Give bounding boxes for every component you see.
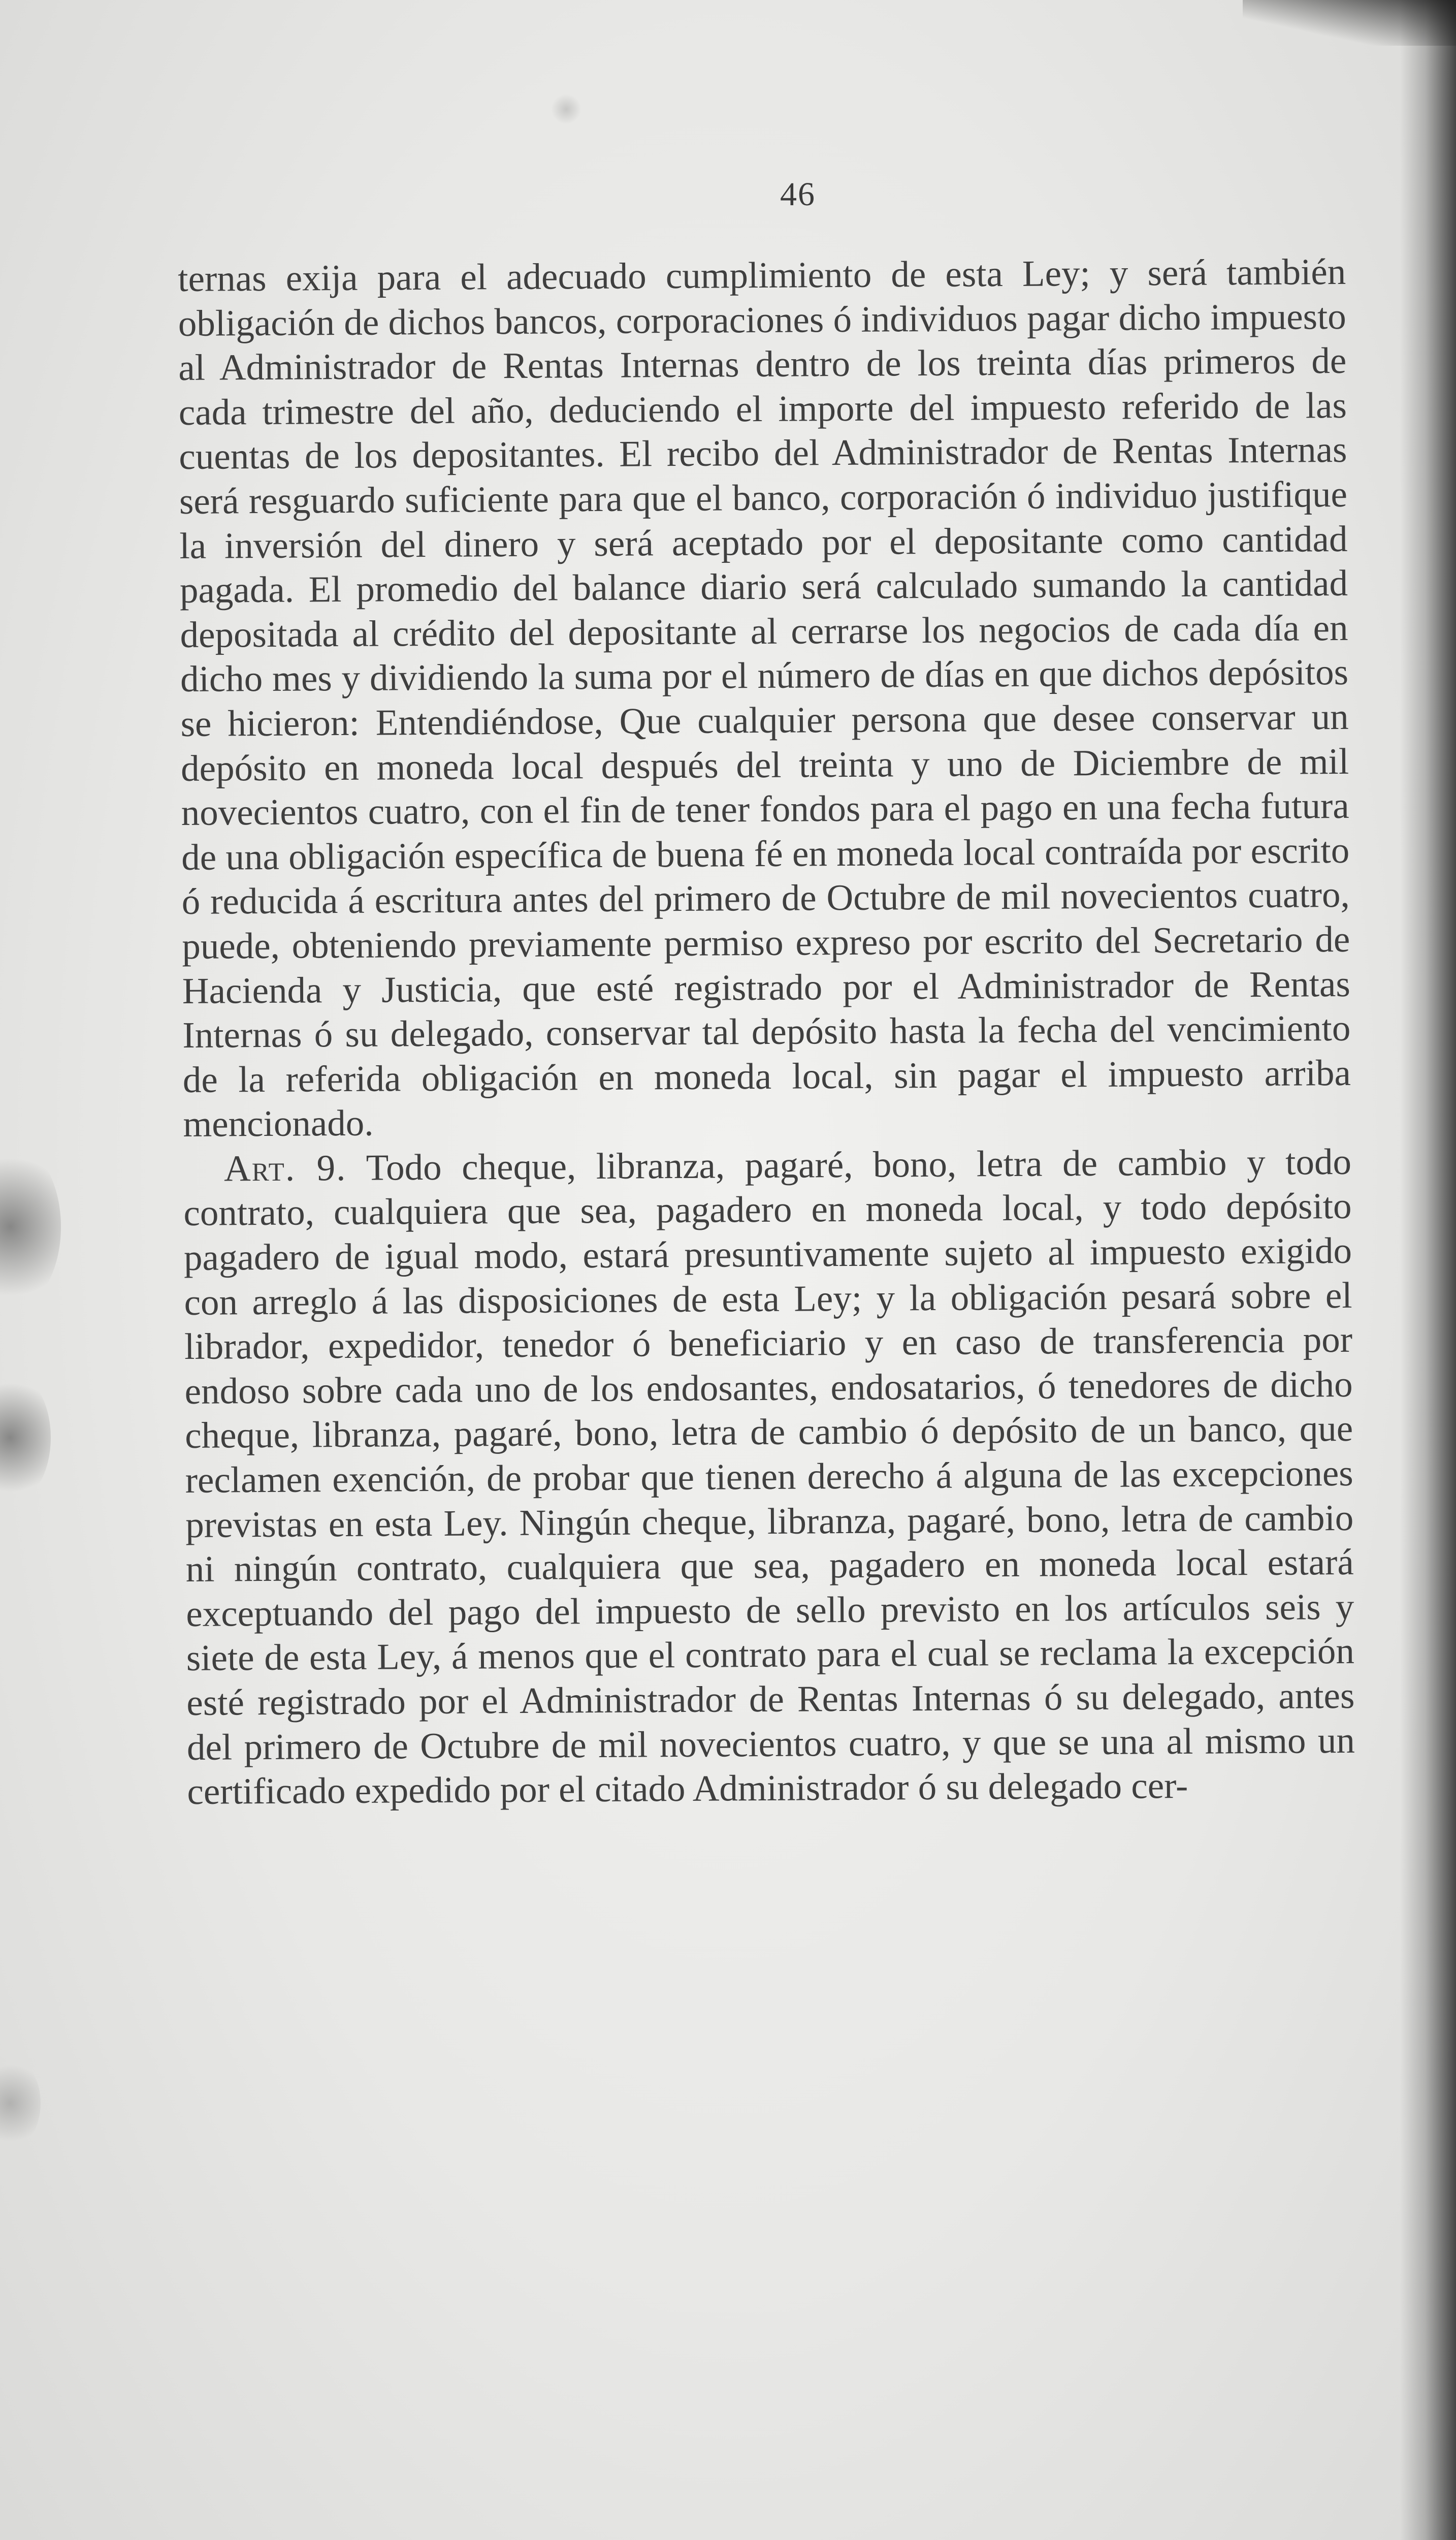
binding-edge-shadow xyxy=(1400,0,1456,2540)
paragraph-article-9 xyxy=(183,1139,1355,1814)
article-text: Todo cheque, libranza, pagaré, bono, letra de cambio y todo contrato, cualquiera que sea, pagadero en moneda local, y todo depósito pagadero de igual modo, estará presuntivamente sujeto al impuesto exigido con arreglo á las disposiciones de esta Ley; y la obligación pesará sobre el librador, expedidor, tenedor ó beneficiario y en caso de transferencia por endoso sobre cada uno de los endosantes, endosatarios, ó tenedores de dicho cheque, libranza, pagaré, bono, letra de cambio ó depósito de un banco, que reclamen exención, de probar que tienen derecho á alguna de las excepciones previstas en esta Ley. Ningún cheque, libranza, pagaré, bono, letra de cambio ni ningún contrato, cualquiera que sea, pagadero en moneda local estará exceptuando del pago del impuesto de sello previsto en los artículos seis y siete de esta Ley, á menos que el contrato para el cual se reclama la excepción esté registrado por el Administrador de Rentas Internas ó su delegado, antes del primero de Octubre de mil novecientos cuatro, y que se una al mismo un certificado expedido por el citado Administrador ó su delegado cer- xyxy=(183,1140,1355,1813)
ink-spot xyxy=(551,94,581,124)
left-edge-blotch xyxy=(0,2057,41,2149)
page-number: 46 xyxy=(780,176,816,213)
corner-shadow xyxy=(1243,0,1456,46)
left-edge-blotch xyxy=(0,1143,61,1311)
paragraph-continuation: ternas exija para el adecuado cumplimiento de esta Ley; y será también obligación de dichos bancos, corporaciones ó individuos pagar dicho impuesto al Administrador de Rentas Internas dentro de los treinta días primeros de cada trimestre del año, deduciendo el importe del impuesto referido de las cuentas de los depositantes. El recibo del Administrador de Rentas Internas será resguardo suficiente para que el banco, corporación ó individuo justifique la inversión del dinero y será aceptado por el depositante como cantidad pagada. El promedio del balance diario será calculado sumando la cantidad depositada al crédito del depositante al cerrarse los negocios de cada día en dicho mes y dividiendo la suma por el número de días en que dichos depósitos se hicieron: Entendiéndose, Que cualquier persona que desee conservar un depósito en moneda local después del treinta y uno de Diciembre de mil novecientos cuatro, con el fin de tener fondos para el pago en una fecha futura de una obligación específica de buena fé en moneda local contraída por escrito ó reducida á escritura antes del primero de Octubre de mil novecientos cuatro, puede, obteniendo previamente permiso expreso por escrito del Secretario de Hacienda y Justicia, que esté registrado por el Administrador de Rentas Internas ó su delegado, conservar tal depósito hasta la fecha del vencimiento de la referida obligación en moneda local, sin pagar el impuesto arriba mencionado. xyxy=(178,250,1351,1145)
article-label: Art. 9. xyxy=(223,1147,347,1189)
body-text xyxy=(178,249,1355,1814)
left-edge-blotch xyxy=(0,1372,51,1504)
